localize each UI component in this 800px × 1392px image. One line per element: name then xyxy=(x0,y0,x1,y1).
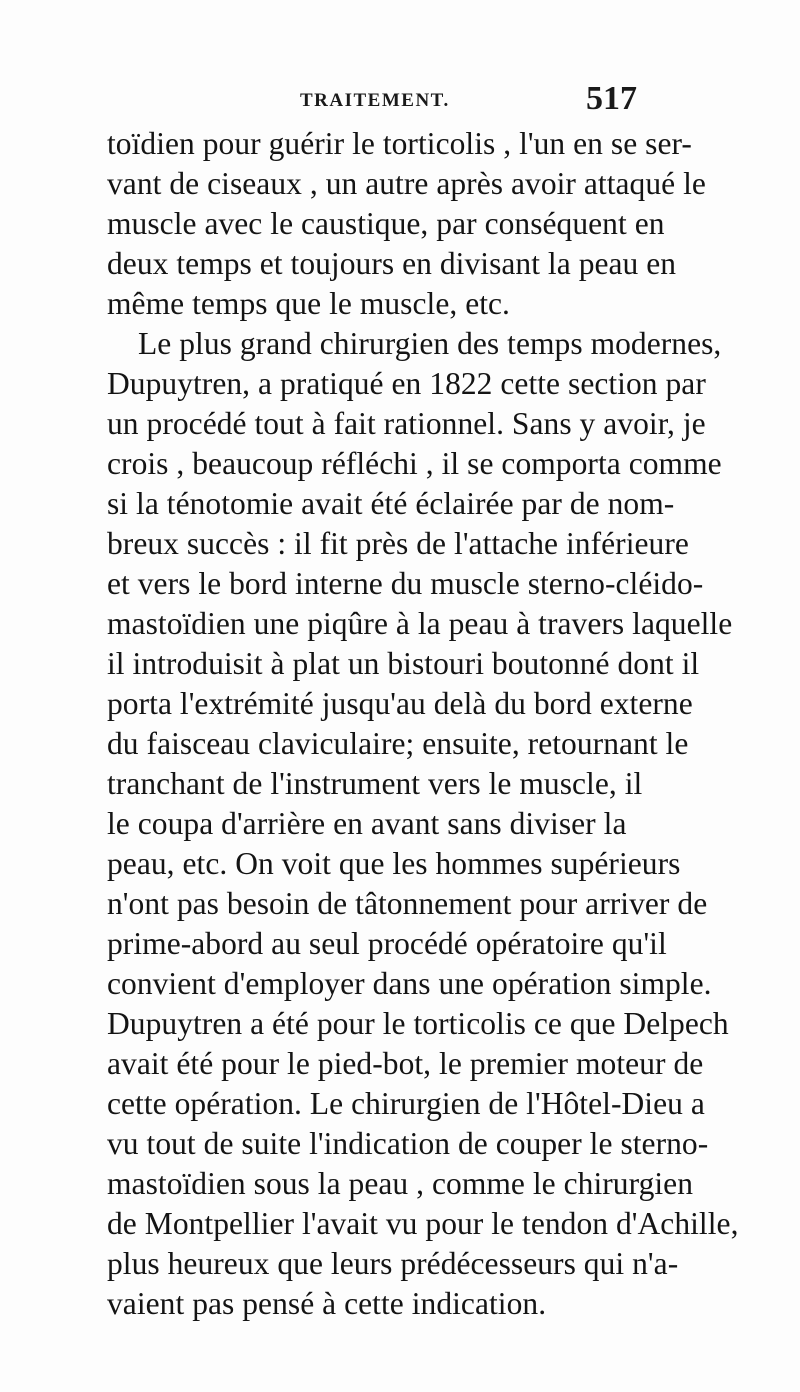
text-line: et vers le bord interne du muscle sterno-cléido- xyxy=(107,566,704,601)
text-line: cette opération. Le chirurgien de l'Hôtel-Dieu a xyxy=(107,1086,705,1121)
running-title: TRAITEMENT. xyxy=(300,90,450,111)
text-line: même temps que le muscle, etc. xyxy=(107,286,510,321)
text-line: de Montpellier l'avait vu pour le tendon d'Achille, xyxy=(107,1206,739,1241)
text-line: vu tout de suite l'indication de couper le sterno- xyxy=(107,1126,709,1161)
text-line: deux temps et toujours en divisant la peau en xyxy=(107,246,677,281)
text-line: peau, etc. On voit que les hommes supérieurs xyxy=(107,846,681,881)
text-line: porta l'extrémité jusqu'au delà du bord externe xyxy=(107,686,693,721)
text-line: un procédé tout à fait rationnel. Sans y avoir, je xyxy=(107,406,706,441)
text-line: il introduisit à plat un bistouri boutonné dont il xyxy=(107,646,700,681)
text-line: le coupa d'arrière en avant sans diviser la xyxy=(107,806,627,841)
text-line: toïdien pour guérir le torticolis , l'un en se ser- xyxy=(107,126,692,161)
text-line: vaient pas pensé à cette indication. xyxy=(107,1286,547,1321)
text-line: breux succès : il fit près de l'attache inférieure xyxy=(107,526,689,561)
page-number: 517 xyxy=(586,80,637,117)
text-line: Le plus grand chirurgien des temps modernes, xyxy=(138,326,722,361)
text-line: Dupuytren a été pour le torticolis ce que Delpech xyxy=(107,1006,729,1041)
text-line: mastoïdien une piqûre à la peau à travers laquelle xyxy=(107,606,733,641)
running-head xyxy=(0,80,800,126)
text-line: tranchant de l'instrument vers le muscle, il xyxy=(107,766,643,801)
text-line: mastoïdien sous la peau , comme le chirurgien xyxy=(107,1166,694,1201)
text-line: si la ténotomie avait été éclairée par de nom- xyxy=(107,486,675,521)
text-line: du faisceau claviculaire; ensuite, retournant le xyxy=(107,726,689,761)
text-line: crois , beaucoup réfléchi , il se comporta comme xyxy=(107,446,722,481)
text-line: prime-abord au seul procédé opératoire qu'il xyxy=(107,926,667,961)
text-line: n'ont pas besoin de tâtonnement pour arriver de xyxy=(107,886,708,921)
text-line: convient d'employer dans une opération simple. xyxy=(107,966,712,1001)
text-line: avait été pour le pied-bot, le premier moteur de xyxy=(107,1046,704,1081)
text-line: Dupuytren, a pratiqué en 1822 cette section par xyxy=(107,366,706,401)
text-line: muscle avec le caustique, par conséquent en xyxy=(107,206,665,241)
text-line: vant de ciseaux , un autre après avoir attaqué le xyxy=(107,166,706,201)
text-line: plus heureux que leurs prédécesseurs qui n'a- xyxy=(107,1246,679,1281)
